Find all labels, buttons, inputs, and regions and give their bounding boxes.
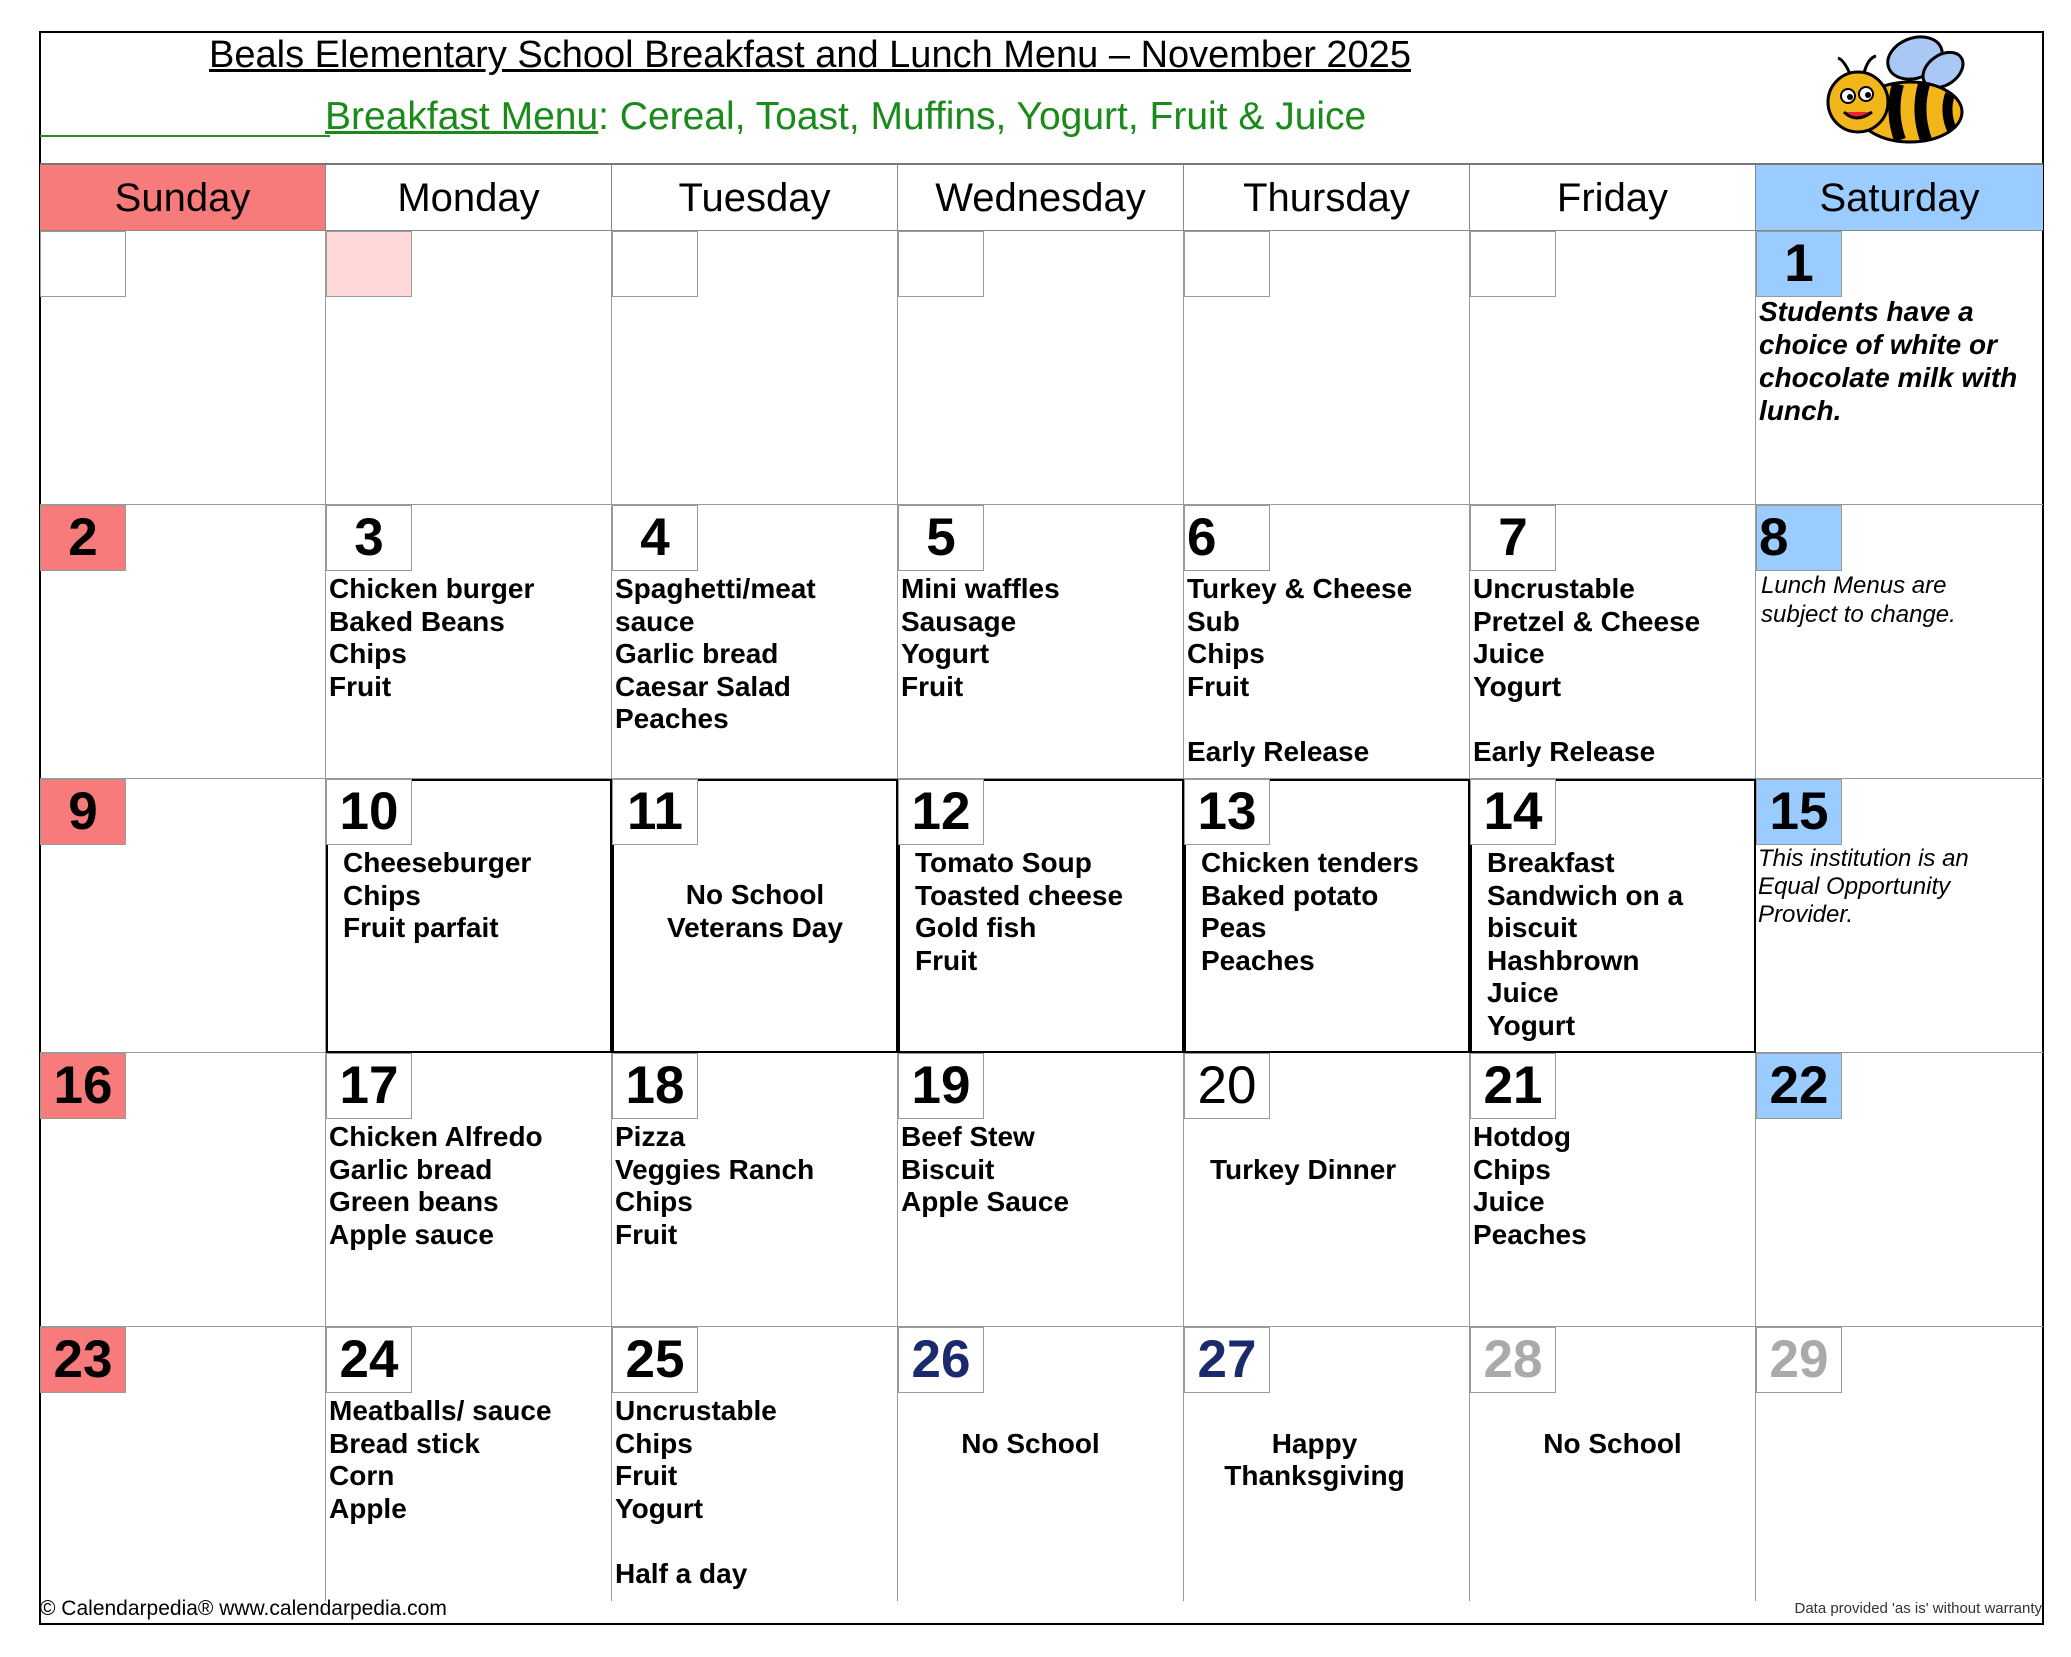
date-number: 27 (1184, 1327, 1270, 1393)
day-cell-16 (40, 1053, 326, 1327)
day-cell-18 (612, 1053, 898, 1327)
day-cell-12 (898, 779, 1184, 1053)
date-number: 13 (1184, 779, 1270, 845)
date-number: 25 (612, 1327, 698, 1393)
day-cell-1 (1756, 231, 2043, 505)
date-number: 15 (1756, 779, 1842, 845)
empty-date-box (40, 231, 126, 297)
date-number: 18 (612, 1053, 698, 1119)
date-number: 9 (40, 779, 126, 845)
lunch-menu: No School (1543, 1427, 1682, 1459)
date-number: 21 (1470, 1053, 1556, 1119)
lunch-menu: Chicken Alfredo Garlic bread Green beans Apple sauce (329, 1121, 543, 1250)
calendar-grid (40, 163, 2043, 1605)
day-cell-3 (326, 505, 612, 779)
weekday-header-wednesday: Wednesday (898, 165, 1184, 231)
day-cell-19 (898, 1053, 1184, 1327)
lunch-menu: No School (961, 1427, 1100, 1459)
day-cell-24 (326, 1327, 612, 1601)
date-number: 4 (612, 505, 698, 571)
day-cell-10 (326, 779, 612, 1053)
lunch-menu: Hotdog Chips Juice Peaches (1473, 1121, 1587, 1250)
day-cell-22 (1756, 1053, 2043, 1327)
day-cell-empty (1184, 231, 1470, 505)
milk-choice-note: Students have a choice of white or chocolate milk with lunch. (1759, 296, 2018, 426)
day-cell-empty (898, 231, 1184, 505)
day-cell-27 (1184, 1327, 1470, 1601)
date-number: 6 (1184, 505, 1270, 571)
equal-opportunity-note: This institution is an Equal Opportunity Provider. (1758, 845, 1969, 928)
date-number: 5 (898, 505, 984, 571)
day-cell-6 (1184, 505, 1470, 779)
lunch-menu: Beef Stew Biscuit Apple Sauce (901, 1121, 1070, 1217)
footer-credit: © Calendarpedia® www.calendarpedia.com (40, 1597, 447, 1620)
day-cell-20 (1184, 1053, 1470, 1327)
date-number: 3 (326, 505, 412, 571)
date-number: 8 (1756, 505, 1842, 571)
lunch-menu: Turkey & Cheese Sub Chips Fruit Early Release (1187, 573, 1413, 767)
day-cell-28 (1470, 1327, 1756, 1601)
lunch-menu: Chicken burger Baked Beans Chips Fruit (329, 573, 535, 702)
day-cell-9 (40, 779, 326, 1053)
lunch-menu: Tomato Soup Toasted cheese Gold fish Fruit (915, 847, 1124, 976)
day-cell-7 (1470, 505, 1756, 779)
day-cell-14 (1470, 779, 1756, 1053)
empty-date-box (898, 231, 984, 297)
day-cell-23 (40, 1327, 326, 1601)
day-cell-21 (1470, 1053, 1756, 1327)
day-cell-8 (1756, 505, 2043, 779)
lunch-menu: Happy Thanksgiving (1224, 1427, 1405, 1491)
bee-icon (1820, 30, 1970, 150)
lunch-menu: Meatballs/ sauce Bread stick Corn Apple (329, 1395, 552, 1524)
date-number: 19 (898, 1053, 984, 1119)
date-number: 10 (326, 779, 412, 845)
date-number: 24 (326, 1327, 412, 1393)
lunch-menu: Breakfast Sandwich on a biscuit Hashbrown Juice Yogurt (1487, 847, 1684, 1041)
lunch-menu: Pizza Veggies Ranch Chips Fruit (615, 1121, 815, 1250)
lunch-menu: Uncrustable Chips Fruit Yogurt Half a day (615, 1395, 777, 1589)
page-title: Beals Elementary School Breakfast and Lunch Menu – November 2025 (209, 34, 1411, 76)
day-cell-empty (612, 231, 898, 505)
footer-disclaimer: Data provided 'as is' without warranty (1794, 1600, 2042, 1617)
day-cell-15 (1756, 779, 2043, 1053)
day-cell-11 (612, 779, 898, 1053)
date-number: 2 (40, 505, 126, 571)
weekday-header-friday: Friday (1470, 165, 1756, 231)
date-number: 22 (1756, 1053, 1842, 1119)
day-cell-17 (326, 1053, 612, 1327)
date-number: 14 (1470, 779, 1556, 845)
date-number: 23 (40, 1327, 126, 1393)
day-cell-29 (1756, 1327, 2043, 1601)
weekday-header-sunday: Sunday (40, 165, 326, 231)
weekday-header-saturday: Saturday (1756, 165, 2043, 231)
lunch-menu: No School Veterans Day (667, 879, 843, 943)
date-number: 16 (40, 1053, 126, 1119)
date-number: 7 (1470, 505, 1556, 571)
lunch-menu: Mini waffles Sausage Yogurt Fruit (901, 573, 1060, 702)
weekday-header-tuesday: Tuesday (612, 165, 898, 231)
lunch-menu: Turkey Dinner (1210, 1153, 1397, 1185)
day-cell-empty (1470, 231, 1756, 505)
day-cell-2 (40, 505, 326, 779)
day-cell-25 (612, 1327, 898, 1601)
date-number: 29 (1756, 1327, 1842, 1393)
day-cell-5 (898, 505, 1184, 779)
empty-date-box (1470, 231, 1556, 297)
menu-change-note: Lunch Menus are subject to change. (1761, 572, 1956, 628)
date-number: 12 (898, 779, 984, 845)
date-number: 28 (1470, 1327, 1556, 1393)
day-cell-26 (898, 1327, 1184, 1601)
date-number: 17 (326, 1053, 412, 1119)
lunch-menu: Spaghetti/meat sauce Garlic bread Caesar Salad Peaches (615, 573, 816, 734)
empty-date-box (1184, 231, 1270, 297)
breakfast-menu-line (325, 95, 1366, 139)
empty-date-box (326, 231, 412, 297)
day-cell-4 (612, 505, 898, 779)
lunch-menu: Chicken tenders Baked potato Peas Peaches (1201, 847, 1419, 976)
day-cell-empty (326, 231, 612, 505)
day-cell-empty (40, 231, 326, 505)
lunch-menu: Uncrustable Pretzel & Cheese Juice Yogurt Early Release (1473, 573, 1701, 767)
empty-date-box (612, 231, 698, 297)
date-number: 26 (898, 1327, 984, 1393)
breakfast-menu-items: : Cereal, Toast, Muffins, Yogurt, Fruit & Juice (598, 95, 1367, 138)
breakfast-menu-label: Breakfast Menu (325, 95, 599, 138)
day-cell-13 (1184, 779, 1470, 1053)
weekday-header-monday: Monday (326, 165, 612, 231)
date-number: 20 (1184, 1053, 1270, 1119)
weekday-header-thursday: Thursday (1184, 165, 1470, 231)
lunch-menu: Cheeseburger Chips Fruit parfait (343, 847, 532, 943)
date-number: 1 (1756, 231, 1842, 297)
divider (40, 135, 330, 137)
date-number: 11 (612, 779, 698, 845)
